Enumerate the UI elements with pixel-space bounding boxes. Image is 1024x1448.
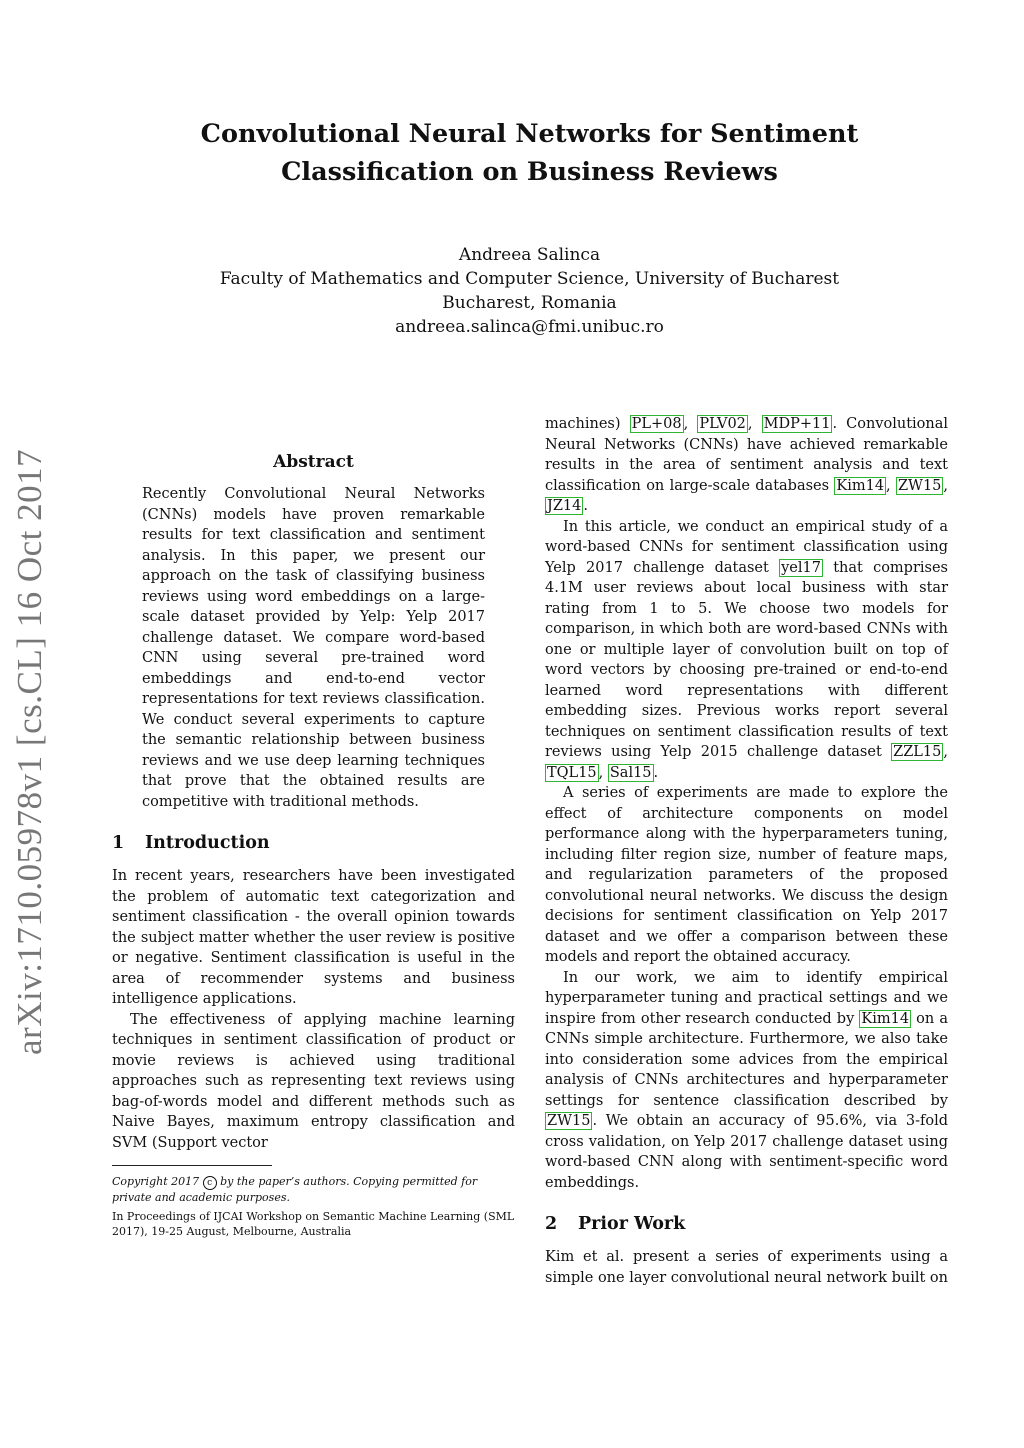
- text-run: .: [653, 764, 659, 781]
- left-column: [112, 414, 515, 1243]
- abstract-text: Recently Convolutional Neural Networks (CNNs) models have proven remarkable results for text classification and sentiment analysis. In this paper, we present our approach on the task of classifying business reviews using word embeddings on a large-scale dataset provided by Yelp: Yelp 2017 challenge dataset. We compare word-based CNN using several pre-trained word embeddings and end-to-end vector representations for text reviews classification. We conduct several experiments to capture the semantic relationship between business reviews and we use deep learning techniques that prove that the obtained results are competitive with traditional methods.: [142, 486, 485, 810]
- separator: ,: [943, 477, 949, 494]
- text-run: . Convolutional Neural Networks (CNNs) have achieved remarkable results in the area of sentiment analysis and text classification on large-scale databases: [545, 416, 949, 494]
- section-1-title: Introduction: [145, 833, 270, 853]
- intro-paragraph-5: A series of experiments are made to explore the effect of architecture components on model performance along with the hyperparameters tuning, including filter region size, number of feature maps, and regularization parameters of the proposed convolutional neural networks. We discuss the design decisions for sentiment classification on Yelp 2017 dataset and we offer a comparison between these models and report the obtained accuracy.: [545, 785, 948, 965]
- citation-link[interactable]: MDP+11: [763, 416, 831, 432]
- abstract-heading: Abstract: [273, 452, 354, 472]
- citation-link[interactable]: Kim14: [861, 1010, 910, 1027]
- author-block: [112, 243, 947, 339]
- text-run: that comprises 4.1M user reviews about local business with star rating from 1 to 5. We choose two models for comparison, in which both are word-based CNNs with one or multiple layer of convolution built on top of word vectors by choosing pre-trained or end-to-end learned word representations with different embedding sizes. Previous works report several techniques on sentiment classification results of text reviews using Yelp 2015 challenge dataset: [545, 559, 948, 760]
- separator: ,: [886, 477, 896, 494]
- author-name: Andreea Salinca: [458, 245, 601, 265]
- citation-link[interactable]: Kim14: [836, 477, 885, 494]
- section-1-number: 1: [112, 833, 125, 853]
- separator: ,: [747, 416, 762, 432]
- citation-link[interactable]: yel17: [781, 559, 821, 576]
- citation-link[interactable]: JZ14: [547, 498, 582, 514]
- author-email[interactable]: andreea.salinca@fmi.unibuc.ro: [395, 317, 664, 337]
- separator: ,: [683, 416, 698, 432]
- copyright-text-a: Copyright 2017: [112, 1175, 200, 1188]
- arxiv-identifier: arXiv:1710.05978v1 [cs.CL] 16 Oct 2017: [10, 448, 49, 1055]
- separator: ,: [598, 764, 608, 781]
- title-line-2: Classification on Business Reviews: [281, 157, 778, 187]
- citation-link[interactable]: PLV02: [699, 416, 746, 432]
- section-2-heading: [545, 1213, 948, 1235]
- intro-paragraph-4: [545, 517, 948, 784]
- citation-link[interactable]: PL+08: [631, 416, 682, 432]
- text-run: . We obtain an accuracy of 95.6%, via 3-fold cross validation, on Yelp 2017 challenge dataset using word-based CNN along with sentiment-specific word embeddings.: [545, 1113, 948, 1191]
- text-run: on a CNNs simple architecture. Furthermore, we also take into consideration some advices from the empirical analysis of CNNs architectures and hyperparameter settings for sentence classification described by: [545, 1010, 949, 1109]
- intro-paragraph-6: [545, 968, 948, 1194]
- citation-link[interactable]: Sal15: [609, 764, 652, 781]
- title-line-1: Convolutional Neural Networks for Sentiment: [200, 119, 859, 149]
- paper-title: [112, 115, 947, 191]
- citation-link[interactable]: ZZL15: [893, 744, 942, 760]
- text-run: .: [583, 498, 588, 514]
- text-run: In this article, we conduct an empirical study of a word-based CNNs for sentiment classification using Yelp 2017 challenge dataset: [545, 518, 948, 576]
- author-affiliation: Faculty of Mathematics and Computer Science, University of Bucharest: [219, 269, 840, 289]
- author-location: Bucharest, Romania: [442, 293, 617, 313]
- intro-paragraph-2: The effectiveness of applying machine learning techniques in sentiment classification of product or movie reviews is achieved using traditional approaches such as representing text reviews using bag-of-words model and different methods such as Naive Bayes, maximum entropy classification and SVM (Support vector: [112, 1011, 515, 1151]
- copyright-footnote: [112, 1174, 515, 1205]
- intro-paragraph-3: [545, 414, 948, 517]
- copyright-symbol: c: [203, 1176, 217, 1190]
- text-run: In our work, we aim to identify empirical hyperparameter tuning and practical settings and we inspire from other research conducted by: [545, 969, 948, 1027]
- citation-link[interactable]: TQL15: [547, 764, 597, 781]
- separator: ,: [943, 744, 948, 760]
- intro-paragraph-1: In recent years, researchers have been investigated the problem of automatic text categorization and sentiment classification - the overall opinion towards the subject matter whether the user review is positive or negative. Sentiment classification is useful in the area of recommender systems and business intelligence applications.: [112, 868, 515, 1007]
- copyright-text-b: by the paper’s authors. Copying permitted for private and academic purposes.: [112, 1175, 478, 1204]
- citation-link[interactable]: ZW15: [547, 1113, 591, 1129]
- prior-work-paragraph-1: Kim et al. present a series of experiments using a simple one layer convolutional neural network built on: [545, 1249, 948, 1286]
- right-column: [545, 414, 948, 1288]
- section-2-title: Prior Work: [578, 1214, 686, 1234]
- citation-link[interactable]: ZW15: [897, 477, 942, 494]
- proceedings-footnote: In Proceedings of IJCAI Workshop on Semantic Machine Learning (SML 2017), 19-25 August, Melbourne, Australia: [112, 1210, 515, 1238]
- section-2-number: 2: [545, 1214, 558, 1234]
- section-1-heading: [112, 832, 515, 854]
- text-run: machines): [545, 416, 630, 432]
- footnote-divider: [112, 1165, 272, 1166]
